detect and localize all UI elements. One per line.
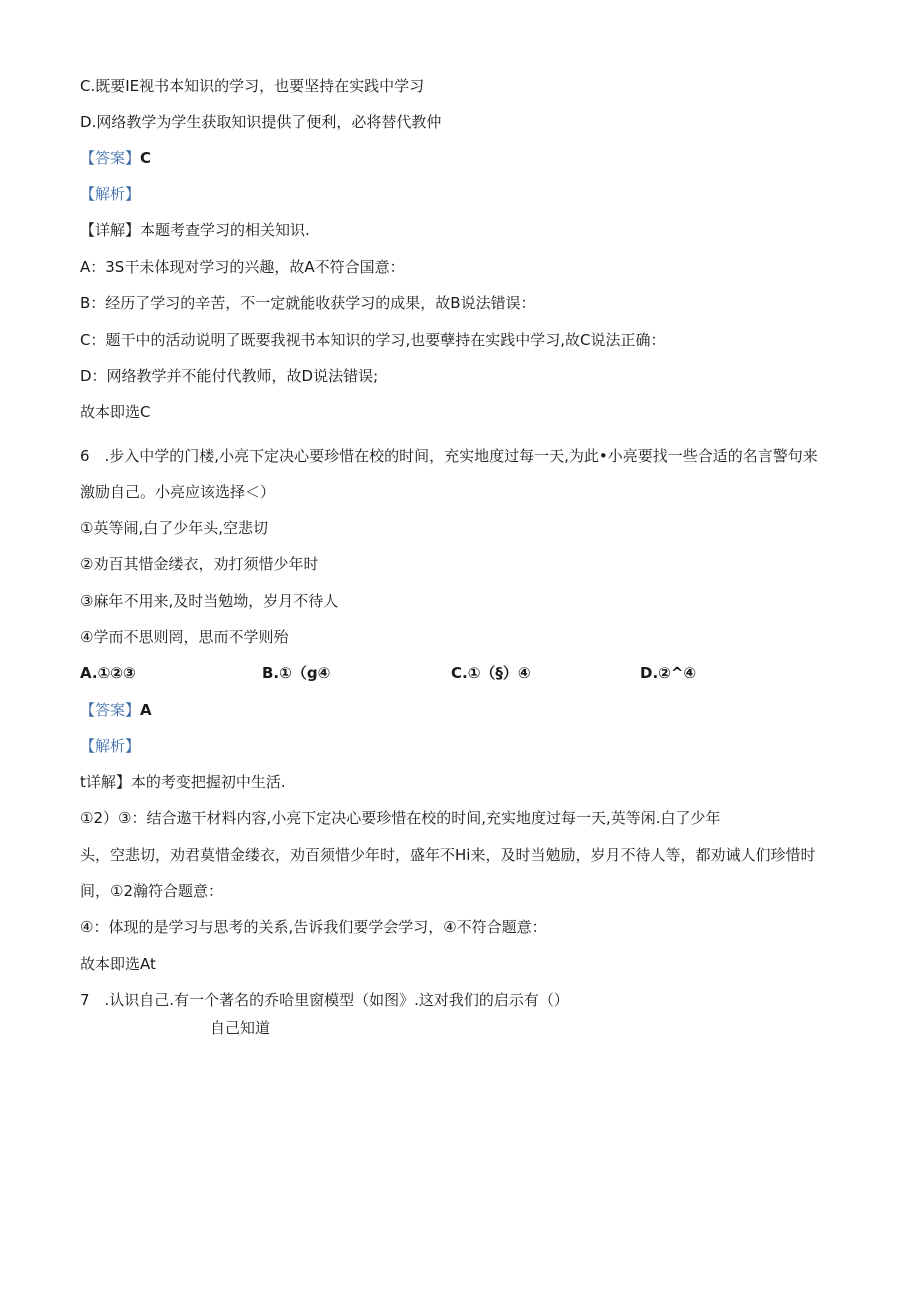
- q6-item-2: ②劝百其惜金缕衣，劝打须惜少年时: [80, 555, 319, 573]
- explanation-line-4: ④：体现的是学习与思考的关系,告诉我们要学会学习，④不符合题意：: [80, 918, 547, 936]
- detail-line-1: 【详解】本题考查学习的相关知识.: [80, 221, 310, 239]
- q6-item-1: ①英等闹,白了少年头,空悲切: [80, 519, 268, 537]
- option-d-line: D.网络教学为学生获取知识提供了便利，必将替代教仲: [80, 113, 442, 131]
- analysis-label-1: 【解析】: [80, 185, 141, 203]
- answer-line-2: [80, 700, 152, 720]
- choice-d: D.②^④: [640, 664, 697, 682]
- choice-b: B.①（g④: [262, 664, 331, 682]
- question-7: 7 .认识自己.有一个著名的乔哈里窗模型（如图》.这对我们的启示有（）: [80, 991, 569, 1009]
- choice-a: A.①②③: [80, 664, 136, 682]
- explain-a: A：3S干未体现对学习的兴趣，故A不符合国意：: [80, 258, 405, 276]
- question-6-line-2: 激励自己。小亮应该选择＜）: [80, 483, 276, 501]
- analysis-label-2: 【解析】: [80, 737, 141, 755]
- explanation-line-2: 头，空悲切，劝君莫惜金缕衣，劝百须惜少年时，盛年不Hi来，及时当勉励，岁月不待人等，都劝诫人们珍惜时: [80, 846, 816, 864]
- answer-line-1: [80, 148, 151, 168]
- explain-d: D：网络教学并不能付代教师，故D说法错误;: [80, 367, 379, 385]
- answer-value: C: [140, 149, 152, 167]
- question-6-line-1: 6 .步入中学的门楼,小亮下定决心要珍惜在校的时间，充实地度过每一天,为此•小亮要找一些合适的名言警句来: [80, 447, 818, 465]
- explanation-line-3: 间，①2瀚符合题意：: [80, 882, 223, 900]
- explain-c: C：题干中的活动说明了既要我视书本知识的学习,也要孽持在实践中学习,故C说法正确：: [80, 331, 666, 349]
- figure-label: 自己知道: [210, 1019, 271, 1037]
- explanation-line-1: ①2）③：结合遨干材料内容,小亮下定决心要珍惜在校的时间,充实地度过每一天,英等闲.白了少年: [80, 809, 721, 827]
- choice-c: C.①（§）④: [451, 664, 531, 682]
- answer-label: 【答案】: [80, 701, 141, 719]
- option-c-line: C.既要IE视书本知识的学习，也要坚持在实践中学习: [80, 77, 425, 95]
- answer-label: 【答案】: [80, 149, 141, 167]
- q6-item-3: ③麻年不用来,及时当勉坳，岁月不待人: [80, 592, 339, 610]
- conclusion-1: 故本即选C: [80, 403, 151, 421]
- conclusion-2: 故本即选At: [80, 955, 156, 973]
- detail-line-2: t详解】本的考变把握初中生活.: [80, 773, 286, 791]
- explain-b: B：经历了学习的辛苦，不一定就能收获学习的成果，故B说法错误：: [80, 294, 536, 312]
- answer-value: A: [140, 701, 152, 719]
- q6-item-4: ④学而不思则罔，思而不学则殆: [80, 628, 289, 646]
